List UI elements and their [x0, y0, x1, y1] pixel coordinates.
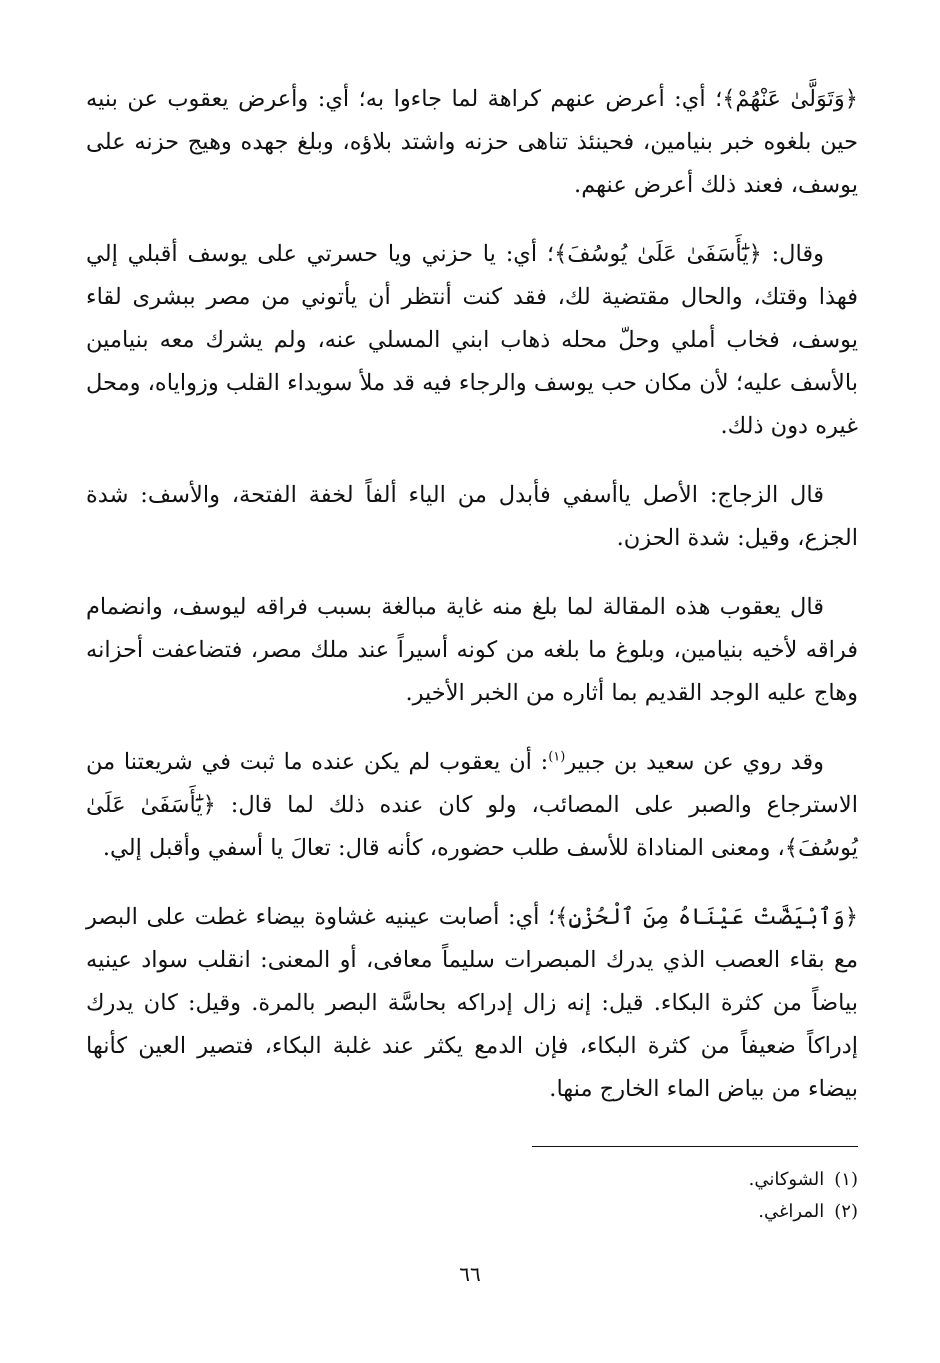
paragraph-text: ؛ أي: أصابت عينيه غشاوة بيضاء غطت على البصر مع بقاء العصب الذي يدرك المبصرات سليماً معافى، أو المعنى: انقلب سواد عينيه بياضاً من كثرة البكاء. قيل: إنه زال إدراكه بحاسَّة البصر بالمرة. وقيل: كان يدرك إدراكاً ضعيفاً من كثرة البكاء، فإن الدمع يكثر عند غلبة البكاء، فتصير العين كأنها بيضاء من بياض الماء الخارج منها. — [86, 904, 858, 1102]
quran-verse: ﴿وَٱبْيَضَّتْ عَيْنَاهُ مِنَ ٱلْحُزْنِ﴾ — [555, 904, 858, 930]
quran-verse: ﴿وَتَوَلَّىٰ عَنْهُمْ﴾ — [722, 86, 858, 112]
page-number: ٦٦ — [459, 1262, 481, 1286]
paragraph-5 — [86, 741, 858, 870]
paragraph-3 — [86, 474, 858, 560]
paragraph-text: قال الزجاج: الأصل ياأسفي فأبدل من الياء ألفاً لخفة الفتحة، والأسف: شدة الجزع، وقيل: شدة الحزن. — [86, 482, 858, 551]
paragraph-text: وقد روي عن سعيد بن جبير — [565, 749, 825, 775]
footnote-divider — [532, 1146, 858, 1147]
paragraph-6 — [86, 896, 858, 1111]
footnote-1 — [749, 1164, 858, 1196]
footnote-number: (١) — [834, 1169, 858, 1190]
paragraph-text: قال يعقوب هذه المقالة لما بلغ منه غاية مبالغة بسبب فراقه ليوسف، وانضمام فراقه لأخيه بنيامين، وبلوغ ما بلغه من كونه أسيراً عند ملك مصر، فتضاعفت أحزانه وهاج عليه الوجد القديم بما أثاره من الخبر الأخير. — [86, 594, 858, 706]
paragraph-text: ؛ أي: يا حزني ويا حسرتي على يوسف أقبلي إلي فهذا وقتك، والحال مقتضية لك، فقد كنت أنتظر أن يأتوني من مصر ببشرى لقاء يوسف، فخاب أملي وحلّ محله ذهاب ابني المسلي عنه، ولم يشرك معه بنيامين بالأسف عليه؛ لأن مكان حب يوسف والرجاء فيه قد ملأ سويداء القلب وزواياه، ومحل غيره دون ذلك. — [86, 241, 858, 439]
footnote-2 — [749, 1196, 858, 1228]
page-body — [86, 78, 858, 1137]
footnote-number: (٢) — [834, 1201, 858, 1222]
footnote-text: الشوكاني. — [748, 1169, 825, 1190]
footnote-reference: (١) — [548, 749, 566, 765]
paragraph-text: : أن يعقوب لم يكن عنده ما ثبت في شريعتنا من الاسترجاع والصبر على المصائب، ولو كان عنده ذلك لما قال: — [86, 749, 858, 818]
quran-verse: ﴿يَٰٓأَسَفَىٰ عَلَىٰ يُوسُفَ﴾ — [86, 792, 858, 861]
footnotes — [749, 1164, 858, 1228]
paragraph-4 — [86, 586, 858, 715]
quran-verse: ﴿يَٰٓأَسَفَىٰ عَلَىٰ يُوسُفَ﴾ — [554, 241, 762, 267]
paragraph-text: ؛ أي: أعرض عنهم كراهة لما جاءوا به؛ أي: وأعرض يعقوب عن بنيه حين بلغوه خبر بنيامين، فحينئذ تناهى حزنه واشتد بلاؤه، وبلغ جهده وهيج حزنه على يوسف، فعند ذلك أعرض عنهم. — [86, 86, 858, 198]
footnote-text: المراغي. — [758, 1201, 825, 1222]
paragraph-text: وقال: — [761, 241, 824, 267]
paragraph-text: ، ومعنى المناداة للأسف طلب حضوره، كأنه قال: تعالَ يا أسفي وأقبل إلي. — [102, 835, 785, 861]
paragraph-1 — [86, 78, 858, 207]
paragraph-2 — [86, 233, 858, 448]
